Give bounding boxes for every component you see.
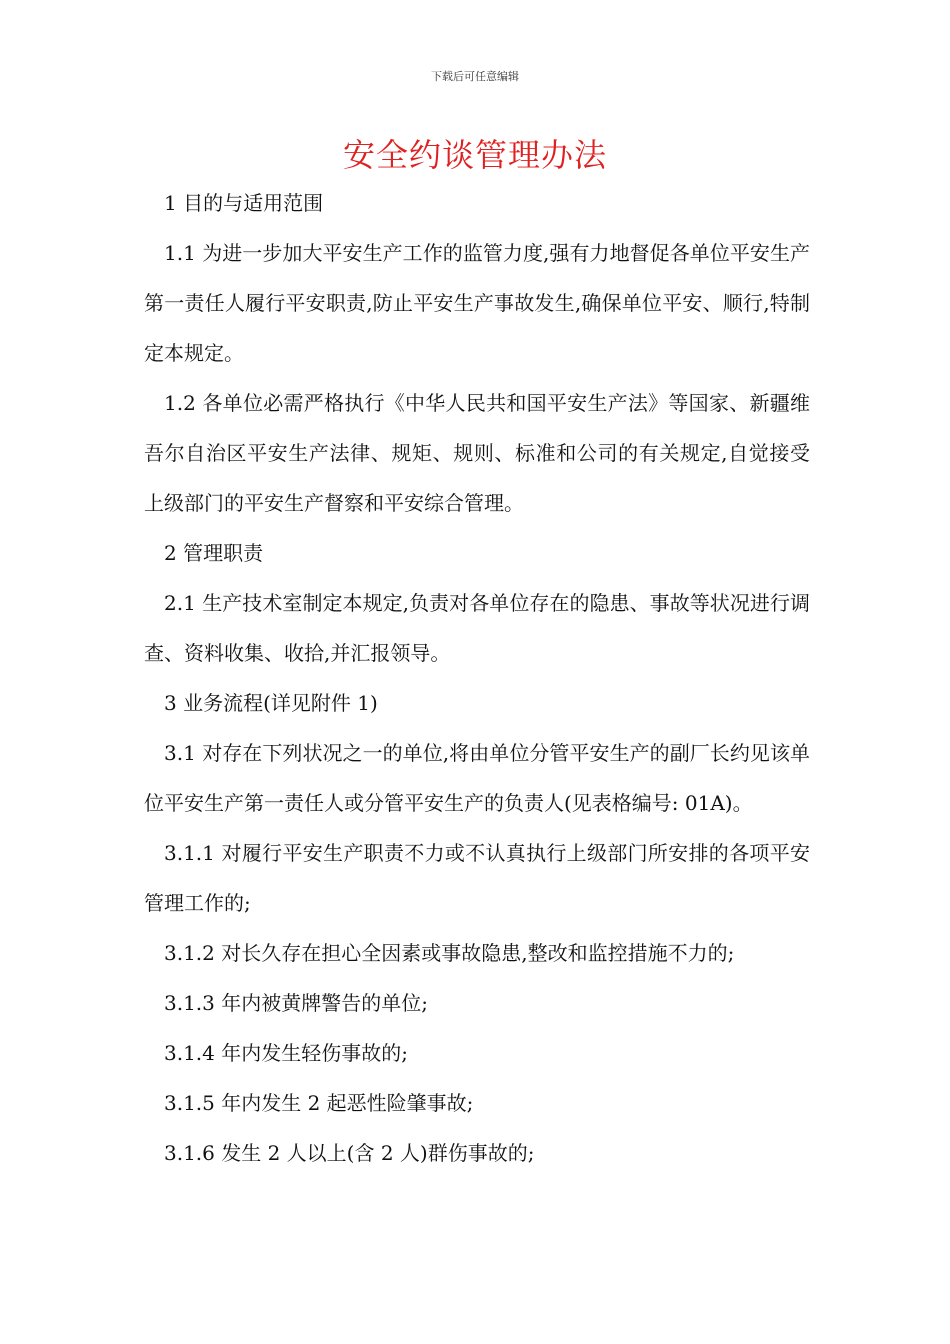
paragraph-3-1-3: 3.1.3 年内被黄牌警告的单位; [164,991,428,1015]
paragraph-3-1-1: 3.1.1 对履行平安生产职责不力或不认真执行上级部门所安排的各项平安管理工作的; [144,841,810,915]
paragraph-1-2: 1.2 各单位必需严格执行《中华人民共和国平安生产法》等国家、新疆维吾尔自治区平安生产法律、规矩、规则、标准和公司的有关规定,自觉接受上级部门的平安生产督察和平安综合管理。 [144,391,810,515]
section-heading-1: 1 目的与适用范围 [164,191,324,215]
header-note: 下载后可任意编辑 [431,70,519,83]
paragraph-3-1-6: 3.1.6 发生 2 人以上(含 2 人)群伤事故的; [164,1141,535,1165]
paragraph-3-1-5: 3.1.5 年内发生 2 起恶性险肇事故; [164,1091,474,1115]
paragraph-3-1: 3.1 对存在下列状况之一的单位,将由单位分管平安生产的副厂长约见该单位平安生产第一责任人或分管平安生产的负责人(见表格编号: 01A)。 [144,741,810,815]
paragraph-3-1-4: 3.1.4 年内发生轻伤事故的; [164,1041,408,1065]
paragraph-3-1-2: 3.1.2 对长久存在担心全因素或事故隐患,整改和监控措施不力的; [164,941,735,965]
paragraph-2-1: 2.1 生产技术室制定本规定,负责对各单位存在的隐患、事故等状况进行调查、资料收集、收拾,并汇报领导。 [144,591,810,665]
document-body [144,178,810,1178]
document-title: 安全约谈管理办法 [342,136,607,174]
section-heading-2: 2 管理职责 [164,541,264,565]
paragraph-1-1: 1.1 为进一步加大平安生产工作的监管力度,强有力地督促各单位平安生产第一责任人履行平安职责,防止平安生产事故发生,确保单位平安、顺行,特制定本规定。 [144,241,810,365]
section-heading-3: 3 业务流程(详见附件 1) [164,691,378,715]
